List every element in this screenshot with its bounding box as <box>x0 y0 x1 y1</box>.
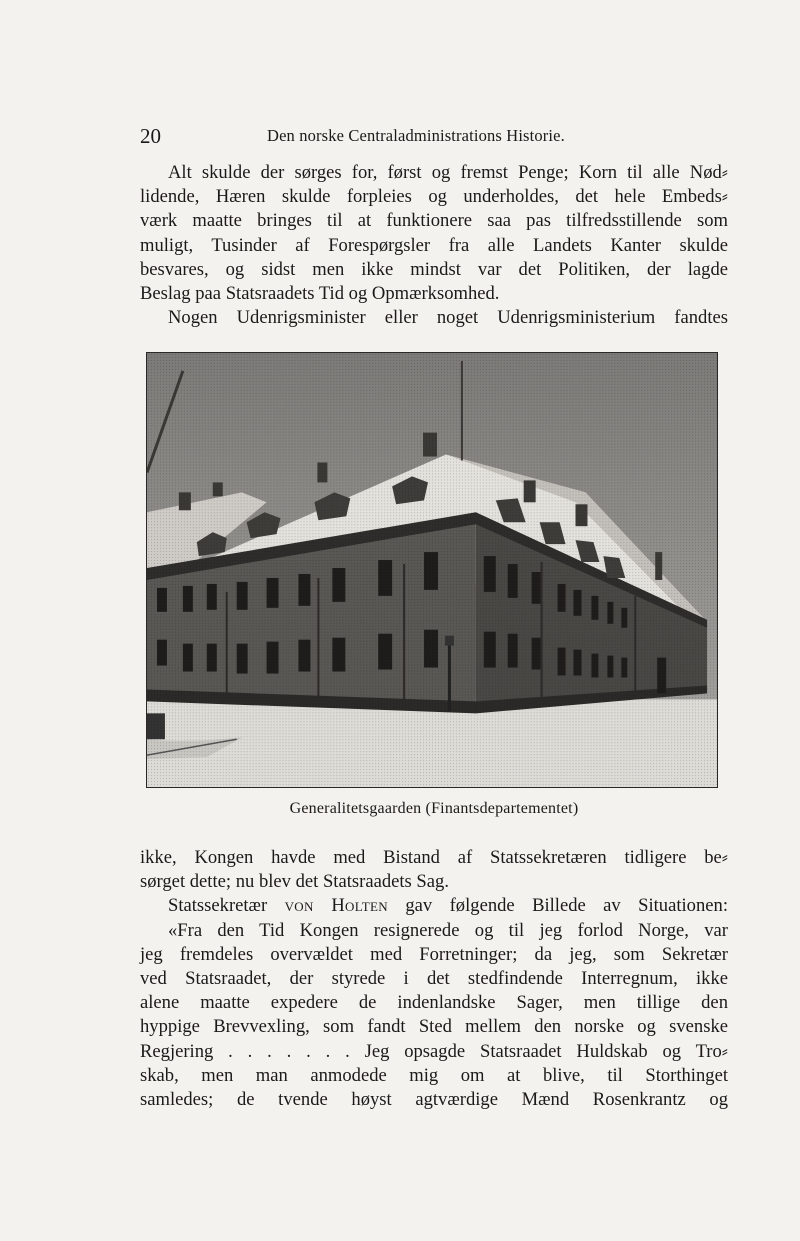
text-line: sørget dette; nu blev det Statsraadets Sag. <box>140 871 449 893</box>
text-line: samledes; de tvende høyst agtværdige Mænd Rosenkrantz og <box>140 1089 728 1111</box>
figure-caption: Generalitetsgaarden (Finantsdepartementet) <box>289 800 579 817</box>
running-head: Den norske Centraladministrations Historie. <box>267 126 565 145</box>
text-line: besvares, og sidst men ikke mindst var det Politiken, der lagde <box>140 258 728 280</box>
body-text-top <box>140 161 728 330</box>
text-line: lidende, Hæren skulde forpleies og underholdes, det hele Embeds⸗ <box>140 186 728 208</box>
page-header <box>140 124 728 152</box>
text-line: skab, men man anmodede mig om at blive, til Storthinget <box>140 1064 728 1086</box>
text-span: gav følgende Billede av Situationen: <box>387 895 728 917</box>
body-text-bottom <box>140 846 728 1112</box>
text-line <box>140 894 728 918</box>
page-number: 20 <box>140 124 161 148</box>
text-line: muligt, Tusinder af Forespørgsler fra alle Landets Kanter skulde <box>140 234 728 256</box>
text-span: Statssekretær <box>168 895 285 917</box>
text-line: alene maatte expedere de indenlandske Sager, men tillige den <box>140 992 728 1014</box>
text-line: Alt skulde der sørges for, først og fremst Penge; Korn til alle Nød⸗ <box>168 162 728 183</box>
text-line: Beslag paa Statsraadets Tid og Opmærksomhed. <box>140 283 500 305</box>
text-line: jeg fremdeles overvældet med Forretninger; da jeg, som Sekretær <box>140 943 728 965</box>
text-line: «Fra den Tid Kongen resignerede og til jeg forlod Norge, var <box>168 919 728 941</box>
text-line: ved Statsraadet, der styrede i det stedfindende Interregnum, ikke <box>140 968 728 990</box>
text-line: hyppige Brevvexling, som fandt Sted mellem den norske og svenske <box>140 1016 728 1038</box>
person-name: von Holten <box>284 895 388 917</box>
text-line: ikke, Kongen havde med Bistand af Statssekretæren tidligere be⸗ <box>140 847 728 868</box>
text-line: Regjering . . . . . . . Jeg opsagde Statsraadet Huldskab og Tro⸗ <box>140 1040 728 1062</box>
text-line: værk maatte bringes til at funktionere saa pas tilfredsstillende som <box>140 210 728 232</box>
building-photograph <box>146 352 718 788</box>
text-line: Nogen Udenrigsminister eller noget Udenrigsministerium fandtes <box>168 307 728 329</box>
